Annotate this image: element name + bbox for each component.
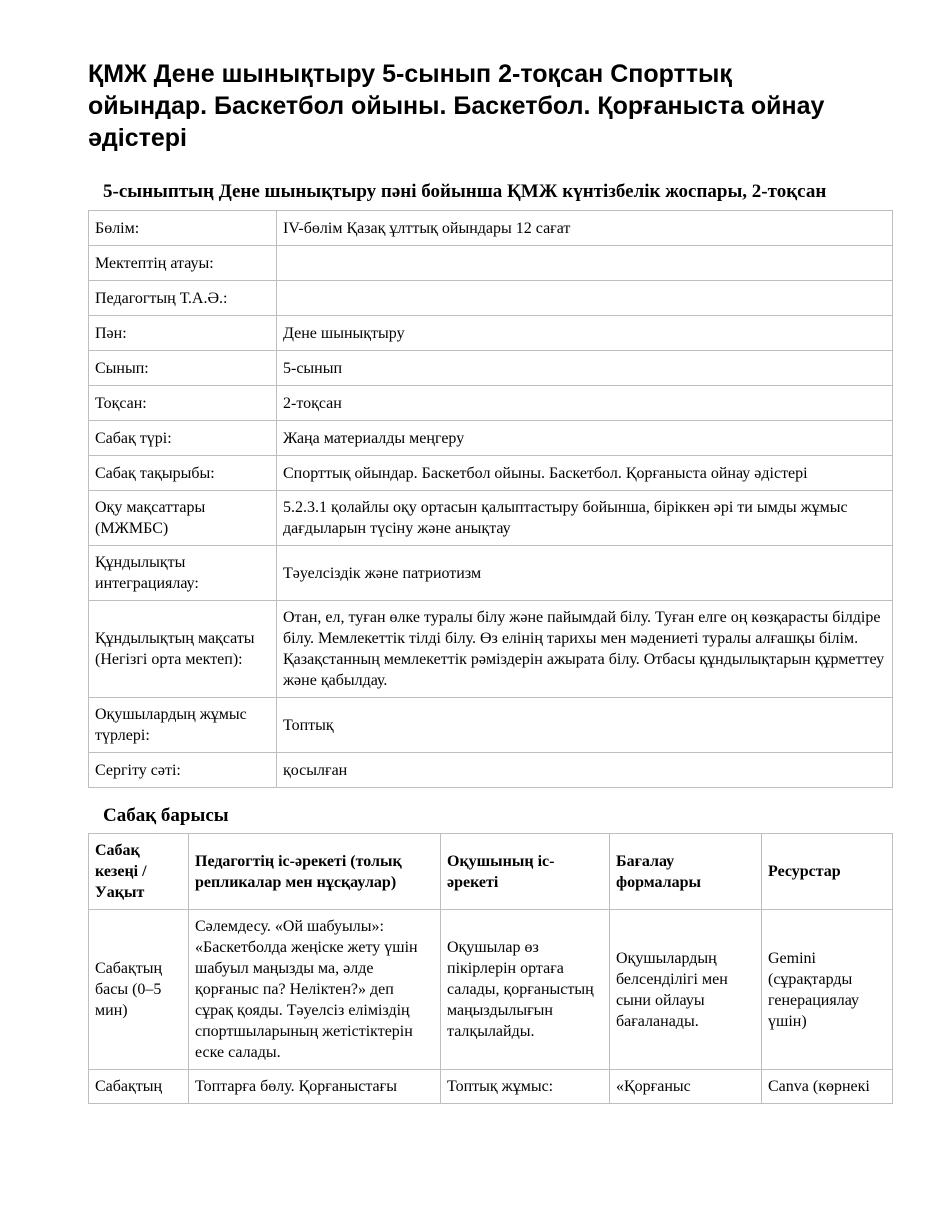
info-value: Спорттық ойындар. Баскетбол ойыны. Баскетбол. Қорғаныста ойнау әдістері (277, 456, 893, 491)
info-table-body (89, 211, 893, 788)
info-row (89, 753, 893, 788)
lesson-cell: Оқушылардың белсенділігі мен сыни ойлауы бағаланады. (610, 910, 762, 1070)
lesson-cell: Сәлемдесу. «Ой шабуылы»: «Баскетболда жеңіске жету үшін шабуыл маңызды ма, әлде қорғаныс па? Неліктен?» деп сұрақ қояды. Тәуелсіз еліміздің спортшыларының жетістіктерін еске салады. (189, 910, 441, 1070)
info-row (89, 421, 893, 456)
lesson-table (88, 833, 893, 1104)
lesson-cell: Топтық жұмыс: (441, 1070, 610, 1104)
info-label: Құндылықтың мақсаты (Негізгі орта мектеп): (89, 601, 277, 698)
info-label: Сабақ түрі: (89, 421, 277, 456)
info-row (89, 246, 893, 281)
lesson-table-header (89, 834, 893, 910)
lesson-cell: Canva (көрнекі (762, 1070, 893, 1104)
info-label: Құндылықты интеграциялау: (89, 546, 277, 601)
lesson-column-header: Педагогтің іс-әрекеті (толық репликалар мен нұсқаулар) (189, 834, 441, 910)
document-page (88, 58, 893, 1104)
info-value: Дене шынықтыру (277, 316, 893, 351)
info-value: IV-бөлім Қазақ ұлттық ойындары 12 сағат (277, 211, 893, 246)
lesson-table-body (89, 910, 893, 1104)
info-label: Бөлім: (89, 211, 277, 246)
info-label: Тоқсан: (89, 386, 277, 421)
lesson-cell: «Қорғаныс (610, 1070, 762, 1104)
lesson-column-header: Ресурстар (762, 834, 893, 910)
info-row (89, 491, 893, 546)
info-value (277, 281, 893, 316)
info-value: 2-тоқсан (277, 386, 893, 421)
info-value (277, 246, 893, 281)
lesson-column-header: Бағалау формалары (610, 834, 762, 910)
info-row (89, 601, 893, 698)
info-value: 5.2.3.1 қолайлы оқу ортасын қалыптастыру бойынша, біріккен әрі ти ымды жұмыс дағдыларын түсіну және анықтау (277, 491, 893, 546)
lesson-column-header: Оқушының іс-әрекеті (441, 834, 610, 910)
info-label: Педагогтың Т.А.Ә.: (89, 281, 277, 316)
lesson-cell: Топтарға бөлу. Қорғаныстағы (189, 1070, 441, 1104)
lesson-cell: Оқушылар өз пікірлерін ортаға салады, қорғаныстың маңыздылығын талқылайды. (441, 910, 610, 1070)
info-label: Сергіту сәті: (89, 753, 277, 788)
info-row (89, 698, 893, 753)
lesson-row (89, 910, 893, 1070)
lesson-cell: Gemini (сұрақтарды генерациялау үшін) (762, 910, 893, 1070)
lesson-column-header: Сабақ кезеңі / Уақыт (89, 834, 189, 910)
lesson-cell: Сабақтың (89, 1070, 189, 1104)
plan-subtitle: 5-сыныптың Дене шынықтыру пәні бойынша ҚМЖ күнтізбелік жоспары, 2-тоқсан (103, 181, 827, 202)
info-value: қосылған (277, 753, 893, 788)
info-row (89, 281, 893, 316)
info-row (89, 351, 893, 386)
lesson-cell: Сабақтың басы (0–5 мин) (89, 910, 189, 1070)
lesson-row (89, 1070, 893, 1104)
info-label: Оқу мақсаттары (МЖМБС) (89, 491, 277, 546)
info-row (89, 316, 893, 351)
info-table (88, 210, 893, 788)
info-label: Пән: (89, 316, 277, 351)
lesson-heading: Сабақ барысы (103, 805, 229, 826)
info-value: Отан, ел, туған өлке туралы білу және пайымдай білу. Туған елге оң көзқарасты білдіре білу. Мемлекеттік тілді білу. Өз елінің тарихы мен мәдениеті туралы алғашқы білім. Қазақстанның мемлекеттік рәміздерін ажырата білу. Отбасы құндылықтарын құрметтеу және қабылдау. (277, 601, 893, 698)
info-label: Сабақ тақырыбы: (89, 456, 277, 491)
info-label: Мектептің атауы: (89, 246, 277, 281)
info-row (89, 386, 893, 421)
info-value: Топтық (277, 698, 893, 753)
document-title: ҚМЖ Дене шынықтыру 5-сынып 2-тоқсан Спорттық ойындар. Баскетбол ойыны. Баскетбол. Қорғаныста ойнау әдістері (88, 60, 825, 152)
info-value: 5-сынып (277, 351, 893, 386)
info-value: Жаңа материалды меңгеру (277, 421, 893, 456)
info-row (89, 211, 893, 246)
info-row (89, 456, 893, 491)
info-value: Тәуелсіздік және патриотизм (277, 546, 893, 601)
info-row (89, 546, 893, 601)
info-label: Оқушылардың жұмыс түрлері: (89, 698, 277, 753)
info-label: Сынып: (89, 351, 277, 386)
